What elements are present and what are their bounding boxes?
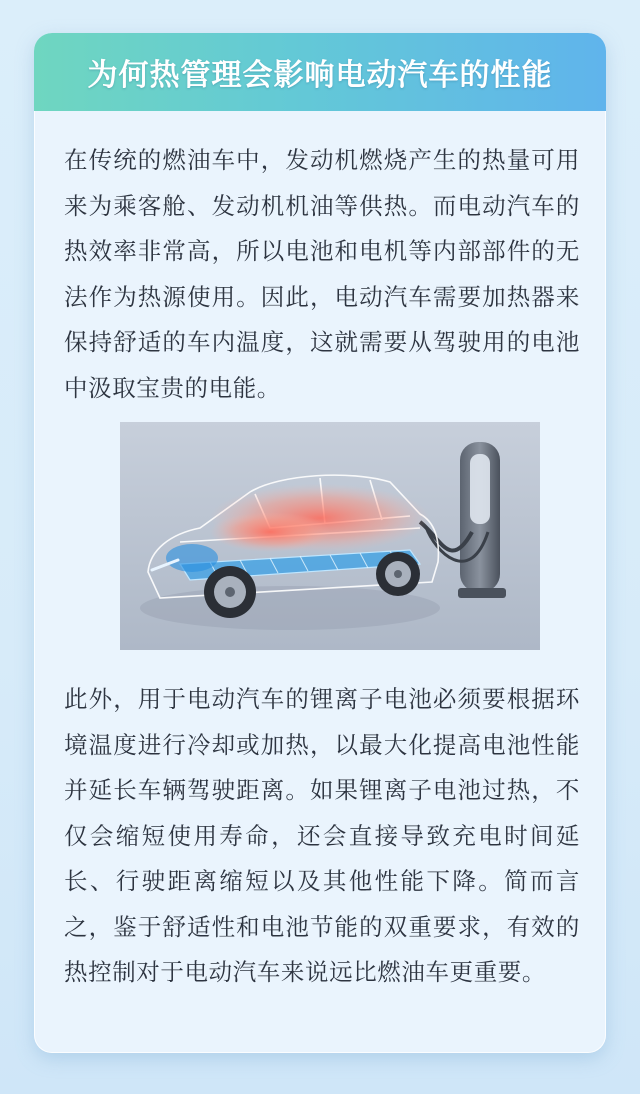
paragraph-1: 在传统的燃油车中，发动机燃烧产生的热量可用来为乘客舱、发动机机油等供热。而电动汽车的热效率非常高，所以电池和电机等内部部件的无法作为热源使用。因此，电动汽车需要加热器来保持舒适的车内温度，这就需要从驾驶用的电池中汲取宝贵的电能。	[64, 146, 580, 402]
ev-charging-illustration-icon	[120, 422, 540, 650]
paragraph-2: 此外，用于电动汽车的锂离子电池必须要根据环境温度进行冷却或加热，以最大化提高电池性能并延长车辆驾驶距离。如果锂离子电池过热，不仅会缩短使用寿命，还会直接导致充电时间延长、行驶距离缩短以及其他性能下降。简而言之，鉴于舒适性和电池节能的双重要求，有效的热控制对于电动汽车来说远比燃油车更重要。	[64, 685, 580, 986]
card-header	[34, 33, 606, 111]
article-title: 为何热管理会影响电动汽车的性能	[87, 58, 553, 93]
article-card	[34, 33, 606, 1053]
ev-charging-illustration	[120, 422, 540, 650]
